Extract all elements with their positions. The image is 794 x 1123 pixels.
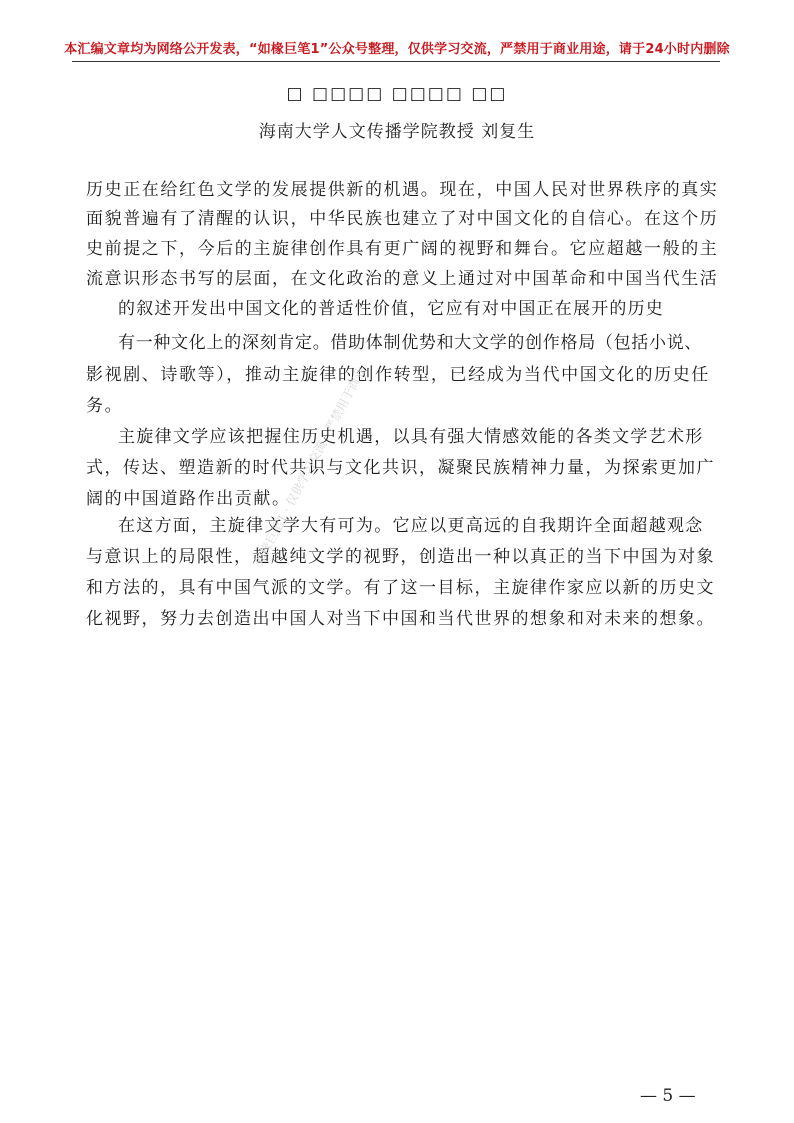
body-line: 的叙述开发出中国文化的普适性价值，它应有对中国正在展开的历史 bbox=[118, 299, 664, 319]
page-number: — 5 — bbox=[640, 1086, 696, 1106]
header-divider bbox=[72, 61, 720, 62]
body-line: 化视野，努力去创造出中国人对当下中国和当代世界的想象和对未来的想象。 bbox=[86, 609, 715, 629]
article-title: □ □□□□ □□□□ □□ bbox=[286, 84, 508, 104]
body-line: 面貌普遍有了清醒的认识，中华民族也建立了对中国文化的自信心。在这个历 bbox=[86, 209, 719, 229]
author-byline: 海南大学人文传播学院教授 刘复生 bbox=[258, 122, 536, 142]
body-line: 阔的中国道路作出贡献。 bbox=[86, 489, 291, 509]
body-line: 有一种文化上的深刻肯定。借助体制优势和大文学的创作格局（包括小说、 bbox=[118, 333, 703, 353]
body-line: 式，传达、塑造新的时代共识与文化共识，凝聚民族精神力量，为探索更加广 bbox=[86, 458, 715, 478]
header-notice: 本汇编文章均为网络公开发表，“如椽巨笔1”公众号整理，仅供学习交流，严禁用于商业用途，请于24小时内删除 bbox=[64, 42, 730, 57]
body-line: 主旋律文学应该把握住历史机遇，以具有强大情感效能的各类文学艺术形 bbox=[118, 427, 704, 447]
body-line: 历史正在给红色文学的发展提供新的机遇。现在，中国人民对世界秩序的真实 bbox=[86, 180, 719, 200]
body-line: 影视剧、诗歌等），推动主旋律的创作转型，已经成为当代中国文化的历史任 bbox=[86, 365, 710, 385]
body-line: 史前提之下，今后的主旋律创作具有更广阔的视野和舞台。它应超越一般的主 bbox=[86, 239, 719, 259]
body-line: 务。 bbox=[86, 396, 124, 416]
watermark: 如椽巨笔1 · 仅供学习交流 · 严禁用于商业 bbox=[251, 364, 369, 568]
body-line: 流意识形态书写的层面，在文化政治的意义上通过对中国革命和中国当代生活 bbox=[86, 269, 719, 289]
body-line: 和方法的，具有中国气派的文学。有了这一目标，主旋律作家应以新的历史文 bbox=[86, 578, 715, 598]
body-line: 在这方面，主旋律文学大有可为。它应以更高远的自我期许全面超越观念 bbox=[118, 516, 704, 536]
body-line: 与意识上的局限性，超越纯文学的视野，创造出一种以真正的当下中国为对象 bbox=[86, 547, 715, 567]
